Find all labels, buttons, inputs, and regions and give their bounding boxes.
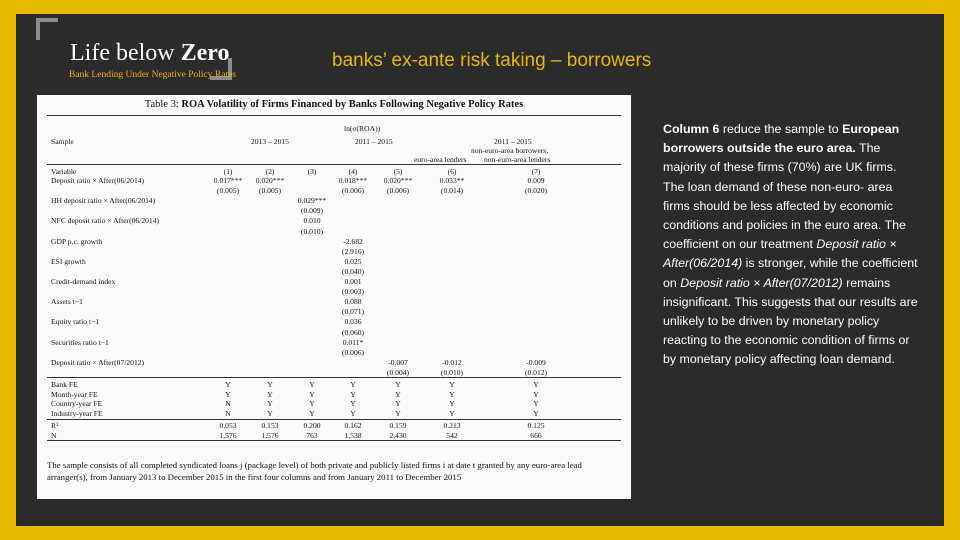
- table-cell: 0.011*: [342, 337, 364, 347]
- table-cell: (2.916): [341, 246, 365, 256]
- table-cell: Y: [449, 380, 455, 389]
- table-cell: Y: [350, 408, 356, 418]
- column-header: (2): [265, 167, 275, 176]
- table-rule: [47, 164, 621, 165]
- period-c-label: 2011 – 2015: [494, 137, 532, 146]
- variable-label: Variable: [51, 167, 77, 176]
- table-cell: Y: [267, 399, 273, 408]
- body-text-1: reduce the sample to: [719, 122, 843, 136]
- table-cell: Y: [533, 408, 539, 418]
- table-cell: 0.020***: [383, 176, 413, 185]
- table-cell: 0.036: [344, 317, 362, 327]
- logo: [36, 18, 237, 80]
- row-label: Country-year FE: [51, 399, 103, 408]
- table-cell: 0.153: [261, 421, 279, 430]
- table-cell: 1,576: [219, 430, 237, 440]
- table-cell: Y: [395, 399, 401, 408]
- table-cell: -0.012: [442, 357, 462, 367]
- table-cell: 1,538: [344, 430, 362, 440]
- table-cell: Y: [395, 389, 401, 399]
- period-b-label: 2011 – 2015: [355, 137, 393, 146]
- table-cell: 0.029***: [297, 196, 327, 206]
- body-bold-2: European borrowers outside the euro area.: [663, 122, 900, 156]
- logo-title: [70, 40, 230, 67]
- sample-label: Sample: [51, 137, 74, 146]
- column-header: (6): [447, 167, 457, 176]
- column-header: (5): [393, 167, 403, 176]
- table-caption: [37, 99, 631, 110]
- table-cell: Y: [350, 380, 356, 389]
- table-cell: (0.071): [341, 307, 365, 317]
- table-rule: [47, 377, 621, 378]
- body-italic-2: Deposit ratio × After(07/2012): [680, 275, 843, 290]
- table-cell: (0.003): [341, 287, 365, 297]
- table-cell: Y: [533, 399, 539, 408]
- row-label: R²: [51, 421, 59, 430]
- table-cell: 0.018***: [338, 176, 368, 185]
- table-cell: (0.006): [386, 186, 410, 196]
- row-label: Assets t−1: [51, 297, 83, 307]
- table-note: The sample consists of all completed syndicated loans j (package level) of both private and publicly listed firms i at date t granted by any euro-area lead arranger(s), from January 2013 to December 2015 in the first four columns and from January 2011 to December 2015: [47, 460, 582, 482]
- row-label: Deposit ratio × After(07/2012): [51, 357, 145, 367]
- column-header: (3): [307, 167, 317, 176]
- body-italic-1: Deposit ratio × After(06/2014): [663, 237, 897, 271]
- body-text-4: remains insignificant. This suggests that our results are unlikely to be driven by monetary policy reacting to the economic condition of firms or by monetary policy affecting loan demand.: [663, 275, 918, 367]
- table-cell: (0.006): [341, 347, 365, 357]
- explanation-text: [663, 120, 919, 370]
- logo-subtitle: Bank Lending Under Negative Policy Rates: [69, 70, 237, 80]
- row-label: Bank FE: [51, 380, 78, 389]
- table-cell: -0.007: [388, 357, 408, 367]
- body-bold-1: Column 6: [663, 122, 720, 136]
- table-cell: (0.040): [341, 266, 365, 276]
- row-label: NFC deposit ratio × After(06/2014): [51, 216, 160, 226]
- table-cell: 0.001: [344, 277, 362, 286]
- table-cell: Y: [225, 389, 231, 399]
- table-cell: Y: [350, 389, 356, 399]
- table-cell: Y: [350, 399, 356, 408]
- table-cell: Y: [267, 389, 273, 399]
- table-cell: 0.025: [344, 256, 362, 266]
- table-cell: 0.009: [527, 176, 545, 185]
- logo-bracket-top-left: [36, 18, 58, 40]
- body-text-2: The majority of these firms (70%) are UK firms. The loan demand of these non-euro- area firms should be less affected by economic conditions and policies in the euro area. The coefficient on our treatment: [663, 141, 906, 252]
- table-rule: [47, 419, 621, 420]
- table-cell: 1,576: [261, 430, 279, 440]
- table-rule: [47, 115, 621, 116]
- table-cell: (0.004): [386, 367, 410, 377]
- table-cell: Y: [225, 380, 231, 389]
- table-cell: Y: [267, 408, 273, 418]
- table-cell: (0.010): [440, 367, 464, 377]
- table-cell: 0.033**: [439, 176, 465, 185]
- column-header: (1): [223, 167, 233, 176]
- row-label: ESI growth: [51, 256, 86, 266]
- subsample-label-1: non-euro-area borrowers,: [471, 146, 549, 155]
- row-label: HH deposit ratio × After(06/2014): [51, 196, 156, 206]
- table-cell: 542: [446, 430, 458, 440]
- row-label: Credit-demand index: [51, 277, 116, 286]
- table-cell: (0.014): [440, 186, 464, 196]
- table-cell: Y: [449, 408, 455, 418]
- table-cell: (0.060): [341, 327, 365, 337]
- row-label: Equity ratio t−1: [51, 317, 100, 327]
- column-header: (7): [531, 167, 541, 176]
- table-cell: Y: [395, 408, 401, 418]
- table-cell: 0.125: [527, 421, 545, 430]
- table-cell: (0.006): [341, 186, 365, 196]
- logo-word-1: Life below: [70, 40, 181, 66]
- table-cell: Y: [533, 380, 539, 389]
- table-cell: (0.005): [216, 186, 240, 196]
- table-cell: Y: [395, 380, 401, 389]
- period-a-label: 2013 – 2015: [251, 137, 289, 146]
- row-label: Month-year FE: [51, 389, 98, 399]
- logo-word-2: Zero: [180, 40, 230, 66]
- table-cell: (0.009): [300, 206, 324, 216]
- table-cell: 763: [306, 430, 318, 440]
- table-cell: Y: [267, 380, 273, 389]
- regression-table: [37, 95, 631, 499]
- table-cell: (0.005): [258, 186, 282, 196]
- table-cell: 2,430: [389, 430, 407, 440]
- table-cell: Y: [309, 399, 315, 408]
- table-caption-text: ROA Volatility of Firms Financed by Banks Following Negative Policy Rates: [181, 99, 524, 110]
- table-rule: [47, 440, 621, 441]
- dependent-variable-label: ln(σ(ROA)): [344, 124, 381, 133]
- table-cell: 0.162: [344, 421, 362, 430]
- table-cell: N: [225, 399, 231, 408]
- table-cell: Y: [309, 408, 315, 418]
- table-cell: 0.159: [389, 421, 407, 430]
- table-cell: Y: [309, 389, 315, 399]
- table-cell: 0.017***: [213, 176, 243, 185]
- slide-title: banks’ ex-ante risk taking – borrowers: [332, 50, 652, 71]
- table-cell: 0.213: [443, 421, 461, 430]
- table-caption-prefix: Table 3:: [144, 99, 182, 110]
- row-label: Securities ratio t−1: [51, 337, 109, 347]
- table-cell: 0.088: [344, 297, 362, 307]
- table-cell: 666: [530, 430, 542, 440]
- row-label: N: [51, 430, 57, 440]
- table-cell: -0.009: [526, 357, 546, 367]
- table-cell: (0.012): [524, 367, 548, 377]
- row-label: GDP p.c. growth: [51, 236, 103, 246]
- body-text-3: is stronger, while the coefficient on: [663, 256, 918, 290]
- table-cell: N: [225, 408, 231, 418]
- table-cell: 0.053: [219, 421, 237, 430]
- table-cell: Y: [449, 389, 455, 399]
- table-cell: Y: [449, 399, 455, 408]
- row-label: Industry-year FE: [51, 408, 103, 418]
- table-cell: 0.010: [303, 216, 321, 226]
- table-cell: -2.682: [343, 236, 363, 246]
- slide: [16, 14, 944, 526]
- table-cell: Y: [309, 380, 315, 389]
- table-cell: (0.020): [524, 186, 548, 196]
- table-cell: 0.020***: [255, 176, 285, 185]
- subsample-label-2: euro-area lenders: [414, 155, 467, 164]
- subsample-label-3: non-euro-area lenders: [484, 155, 551, 164]
- column-header: (4): [348, 167, 358, 176]
- table-cell: Y: [533, 389, 539, 399]
- table-cell: (0.010): [300, 226, 324, 236]
- row-label: Deposit ratio × After(06/2014): [51, 176, 145, 185]
- table-cell: 0.200: [303, 421, 321, 430]
